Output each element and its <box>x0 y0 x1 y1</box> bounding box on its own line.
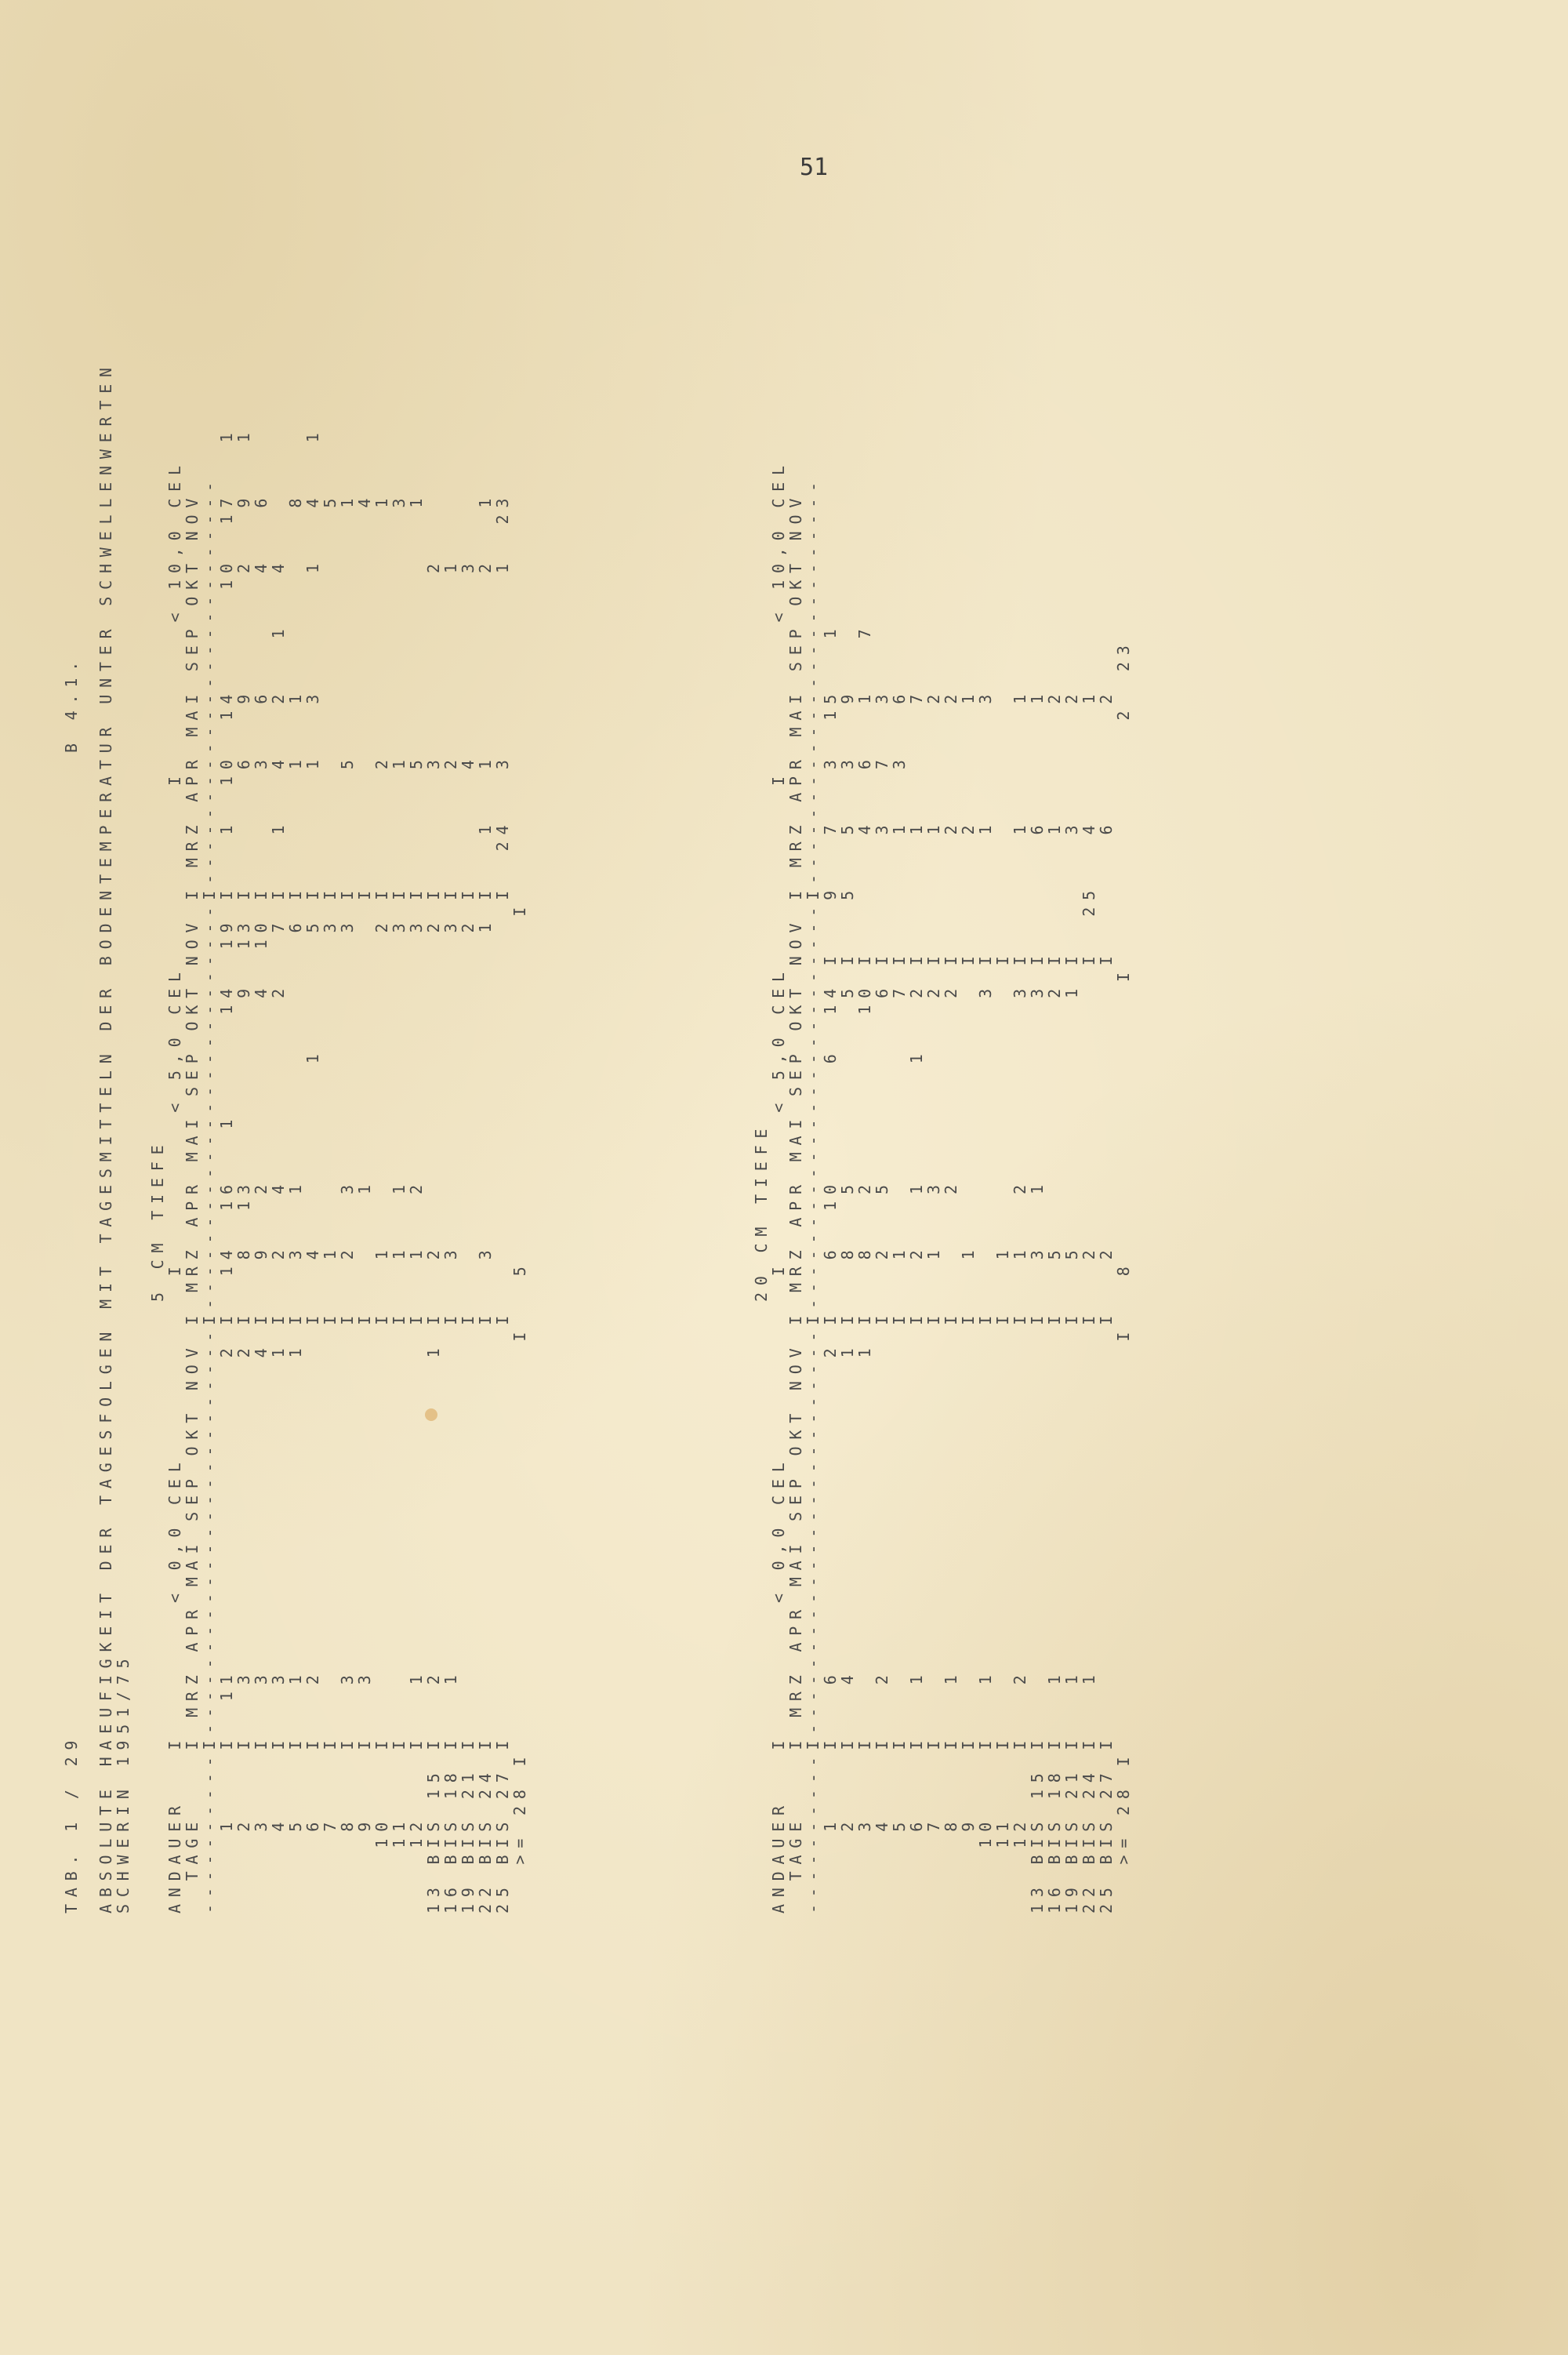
table-row: 11 I I 1 1 3 I 1 3 <box>390 491 408 1913</box>
table-row: 25 BIS 27 I I 2 I 6 2 <box>1097 687 1116 1913</box>
table-row: 12 I 2 I 1 2 3 I 1 1 <box>1011 687 1029 1913</box>
threshold-header-20cm: ANDAUER I < 0,0 CEL I < 5,0 CEL I < 10,0 CEL <box>769 459 788 1913</box>
table-row: 11 I I 1 I <box>993 949 1012 1913</box>
table-row: 13 BIS 15 I 2 1 I 2 2 I 3 2 <box>424 557 443 1913</box>
table-row: 9 I 3 I 1 I 4 <box>355 491 374 1913</box>
table-row: 6 I 2 I 4 1 5 I 1 3 1 4 1 <box>303 426 322 1913</box>
depth-5cm-label: 5 CM TIEFE <box>148 1138 167 1302</box>
table-row: 1 I 11 2 I 14 16 1 14 19 I 1 10 14 10 17 1 <box>217 426 236 1913</box>
month-header-5cm: TAGE I MRZ APR MAI SEP OKT NOV I MRZ APR MAI SEP OKT NOV I MRZ APR MAI SEP OKT NOV <box>183 491 201 1913</box>
table-row: >= 28 I I 5 I <box>510 899 529 1913</box>
table-row: 19 BIS 21 I 1 I 5 1 I 3 2 <box>1062 687 1081 1913</box>
table-row: >= 28 I I 8 I 2 23 <box>1114 638 1133 1913</box>
table-row: 25 BIS 27 I I I 24 3 1 23 <box>493 491 512 1913</box>
table-row: 22 BIS 24 I 1 I 2 I 25 4 1 <box>1080 687 1098 1913</box>
table-row: 8 I 1 I 2 2 I 2 2 <box>942 687 960 1913</box>
table-title: ABSOLUTE HAEUFIGKEIT DER TAGESFOLGEN MIT TAGESMITTELN DER BODENTEMPERATUR UNTER SCHWELLENWERTEN <box>96 361 115 1913</box>
page-number: 51 <box>800 154 829 181</box>
table-row: 2 I 3 2 I 8 13 9 13 I 6 9 2 9 1 <box>234 426 253 1913</box>
table-row: 10 I I 1 2 I 2 1 <box>372 491 391 1913</box>
table-row: 2 I 4 1 I 8 5 5 I 5 5 3 9 <box>838 687 857 1913</box>
table-row: 16 BIS 18 I 1 I 5 2 I 1 2 <box>1045 687 1064 1913</box>
separator-20cm: ----------I-------------------------I-------------------------I------------------------- <box>804 474 822 1913</box>
month-header-20cm: TAGE I MRZ APR MAI SEP OKT NOV I MRZ APR MAI SEP OKT NOV I MRZ APR MAI SEP OKT NOV <box>786 491 805 1913</box>
table-row: 13 BIS 15 I I 3 1 3 I 6 1 <box>1028 687 1047 1913</box>
depth-20cm-label: 20 CM TIEFE <box>752 1121 771 1302</box>
table-row: 3 I 1 I 8 2 10 I 4 6 1 7 <box>855 622 874 1913</box>
table-label: TAB. 1 / 29 <box>62 1733 81 1913</box>
table-row: 5 I 1 1 I 3 1 6 I 1 1 8 <box>286 491 305 1913</box>
table-row: 4 I 3 1 I 2 4 2 7 I 1 4 2 1 4 <box>269 557 288 1913</box>
section-label: B 4.1. <box>62 654 81 753</box>
table-row: 22 BIS 24 I I 3 1 I 1 1 2 1 <box>476 491 495 1913</box>
table-row: 12 I 1 I 1 2 3 I 5 1 <box>407 491 426 1913</box>
rotated-table-block <box>63 188 1396 1913</box>
station-period: SCHWERIN 1951/75 <box>114 1652 132 1913</box>
separator-5cm: ----------I-------------------------I-------------------------I------------------------- <box>200 474 219 1913</box>
table-row: 7 I I 1 3 I 5 <box>321 491 339 1913</box>
table-row: 5 I I 1 7 I 1 3 6 <box>890 687 909 1913</box>
table-row: 8 I 3 I 2 3 3 I 5 1 <box>338 491 357 1913</box>
threshold-header-5cm: ANDAUER I < 0,0 CEL I < 5,0 CEL I < 10,0 CEL <box>165 459 184 1913</box>
table-row: 3 I 3 4 I 9 2 4 10 I 3 6 4 6 <box>252 491 270 1913</box>
table-row: 1 I 6 2 I 6 10 6 14 I 9 7 3 15 1 <box>821 622 840 1913</box>
table-row: 19 BIS 21 I I 2 I 4 3 <box>459 557 477 1913</box>
table-row: 9 I I 1 I 2 1 <box>959 687 978 1913</box>
table-row: 16 BIS 18 I 1 I 3 3 I 2 1 <box>441 557 460 1913</box>
table-row: 6 I 1 I 2 1 1 2 I 1 7 <box>907 687 926 1913</box>
table-row: 10 I 1 I 3 I 1 3 <box>976 687 995 1913</box>
table-row: 4 I 2 I 2 5 6 I 3 7 3 <box>873 687 891 1913</box>
table-row: 7 I I 1 3 2 I 1 2 <box>924 687 943 1913</box>
